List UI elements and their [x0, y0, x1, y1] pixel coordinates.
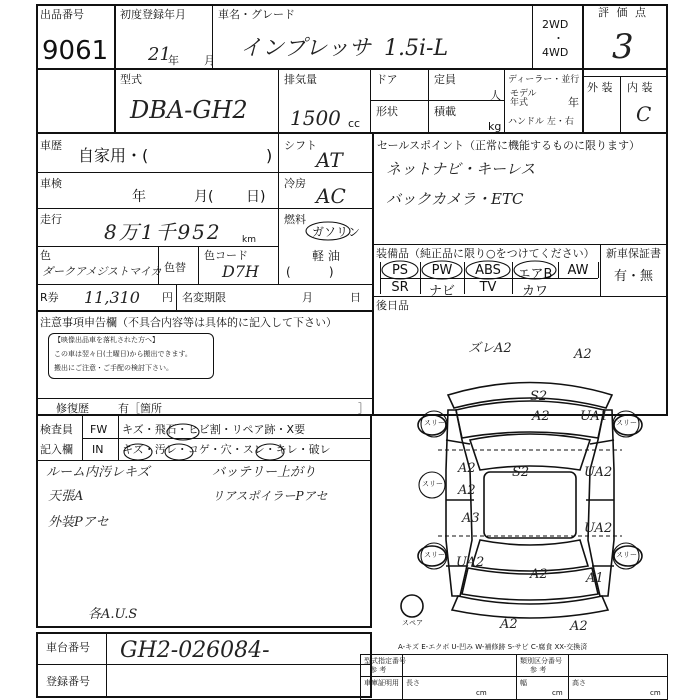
- handle-label: ハンドル 左・右: [508, 117, 574, 127]
- selling-point-2: バックカメラ・ETC: [386, 190, 524, 208]
- kg-unit: kg: [488, 120, 502, 133]
- inspection-year: 年: [132, 189, 146, 205]
- damage-mark-front-bumper: ズレA2: [468, 341, 512, 356]
- stamp-line1: 【映像出品車を落札された方へ】: [54, 336, 159, 344]
- drive-2wd: 2WD: [542, 18, 569, 31]
- damage-mark-trunk: A2: [530, 567, 548, 582]
- footer-cm3: cm: [650, 689, 661, 697]
- stamp-line3: 搬出にご注意・ご手配の検討下さい。: [54, 364, 173, 372]
- interior-value: C: [636, 102, 652, 126]
- damage-mark-hood-a: A2: [532, 409, 550, 424]
- scuff-mark-rear-right: スリー: [616, 551, 637, 559]
- inspection-month: 月(: [194, 189, 214, 205]
- color-change-label: 色替: [164, 261, 186, 274]
- footer-ref1: 参 考: [370, 666, 387, 674]
- equip-airbag: エアB: [517, 267, 553, 282]
- damage-mark-left-rear-door: A3: [462, 511, 480, 526]
- damage-mark-left-front-door: A2: [458, 461, 476, 476]
- dealer-label: ディーラー・並行: [508, 75, 580, 85]
- comment-6: 各A.U.S: [88, 607, 138, 622]
- model-year-unit: 年: [568, 96, 579, 109]
- displacement: 1500: [290, 106, 341, 130]
- footer-cm1: cm: [476, 689, 487, 697]
- footer-width: 幅: [520, 679, 527, 687]
- inspection-label: 車検: [40, 177, 62, 190]
- lot-number: 9061: [42, 36, 109, 66]
- name-change-label: 名変期限: [182, 291, 226, 304]
- warranty-value: 有・無: [614, 269, 654, 284]
- displacement-label: 排気量: [284, 73, 317, 86]
- rating-value: 3: [612, 27, 634, 67]
- fuel-diesel: 軽 油: [312, 249, 340, 263]
- spare-label: スペア: [402, 619, 423, 627]
- drive-dot: ・: [553, 32, 564, 45]
- fuel-gasoline: ガソリン: [312, 225, 361, 239]
- equip-abs: ABS: [475, 263, 501, 278]
- first-reg-label: 初度登録年月: [120, 8, 186, 21]
- damage-mark-right-fender: UA1: [580, 409, 609, 424]
- capacity-label: 定員: [434, 73, 456, 86]
- shift-value: AT: [316, 148, 343, 172]
- model-grade-label: 車名・グレード: [218, 8, 295, 21]
- equip-sr: SR: [391, 280, 409, 295]
- year-unit: 年: [168, 54, 179, 67]
- history-label: 車歴: [40, 139, 62, 152]
- model-name: インプレッサ: [240, 36, 371, 61]
- drive-4wd: 4WD: [542, 46, 569, 59]
- comment-5: リアスポイラーPアセ: [212, 489, 328, 503]
- fw-code: FW: [90, 423, 108, 436]
- month-unit: 月: [204, 54, 215, 67]
- damage-mark-right-quarter: A1: [586, 571, 604, 586]
- damage-legend: A-キズ E-エクボ U-凹み W-補修跡 S-サビ C-腐食 XX-交換済: [398, 643, 588, 651]
- interior-label: 内 装: [627, 81, 653, 94]
- first-reg-year: 21: [148, 44, 171, 65]
- color-code-label: 色コード: [204, 249, 248, 262]
- notes-title: 注意事項申告欄（不具合内容等は具体的に記入して下さい）: [40, 316, 337, 329]
- footer-cm2: cm: [552, 689, 563, 697]
- footer-height: 高さ: [572, 679, 586, 687]
- damage-mark-left-door-2: A2: [458, 483, 476, 498]
- damage-mark-left-quarter: UA2: [456, 555, 485, 570]
- color-code: D7H: [222, 262, 259, 281]
- grade: 1.5i-L: [384, 36, 449, 61]
- repair-label: 修復歴: [56, 402, 89, 415]
- scuff-mark-rear-left: スリー: [424, 551, 445, 559]
- reg-label: 登録番号: [46, 675, 90, 688]
- footer-category: 類別区分番号: [520, 657, 562, 665]
- damage-mark-front-right: A2: [574, 347, 592, 362]
- mileage-label: 走行: [40, 213, 62, 226]
- equip-tv: TV: [479, 280, 497, 295]
- footer-length: 長さ: [406, 679, 420, 687]
- color-value: ダークアメジストマイカ: [42, 265, 162, 278]
- equipment-title: 装備品（純正品に限り○をつけてください）: [376, 247, 595, 260]
- damage-mark-rear-right: A2: [570, 619, 588, 634]
- in-code: IN: [92, 443, 104, 456]
- fw-row: キズ・飛石・ヒビ割・リペア跡・X要: [122, 423, 306, 436]
- model-year-label: モデル 年式: [510, 89, 537, 109]
- in-row: キズ・汚レ・コゲ・穴・スレ・キレ・破レ: [122, 443, 331, 456]
- damage-mark-rear-bumper: A2: [500, 617, 518, 632]
- scuff-mark-front-left: スリー: [424, 419, 445, 427]
- equip-ps: PS: [391, 263, 409, 278]
- color-label: 色: [40, 249, 51, 262]
- equip-navi: ナビ: [428, 284, 455, 299]
- equip-leather: カワ: [521, 284, 548, 299]
- warranty-label: 新車保証書: [606, 247, 661, 260]
- door-label: ドア: [376, 73, 398, 86]
- comment-4: バッテリー上がり: [212, 465, 317, 480]
- shift-label: シフト: [284, 139, 317, 152]
- footer-reg-designation: 型式指定番号: [364, 657, 406, 665]
- damage-mark-right-front-door: UA2: [584, 465, 613, 480]
- model-type-label: 型式: [120, 73, 142, 86]
- scuff-mark-mid-left: スリー: [422, 480, 443, 488]
- comment-3: 外装Pアセ: [48, 515, 109, 530]
- exterior-label: 外 装: [587, 81, 613, 94]
- history-paren-close: ): [266, 146, 273, 165]
- shape-label: 形状: [376, 105, 398, 118]
- footer-vehicle-cert: 車庫証明用: [364, 679, 399, 687]
- equip-aw: AW: [567, 263, 589, 278]
- selling-point-1: ネットナビ・キーレス: [386, 160, 536, 178]
- mileage-value: 8万1千952: [104, 220, 222, 244]
- lot-number-label: 出品番号: [40, 8, 84, 21]
- load-label: 積載: [434, 105, 456, 118]
- person-unit: 人: [490, 89, 501, 102]
- comment-2: 天張A: [48, 489, 84, 504]
- inspector-label-2: 記入欄: [40, 443, 73, 456]
- model-type: DBA-GH2: [130, 96, 248, 124]
- damage-mark-hood-s: S2: [530, 389, 548, 404]
- repair-value: 有［箇所: [118, 402, 162, 415]
- cc-unit: cc: [348, 117, 361, 130]
- ac-label: 冷房: [284, 177, 306, 190]
- history-value: 自家用・(: [78, 146, 149, 165]
- name-change-day: 日: [350, 291, 361, 304]
- repair-close: ］: [358, 402, 369, 415]
- chassis-label: 車台番号: [46, 641, 90, 654]
- name-change-month: 月: [302, 291, 313, 304]
- selling-points-title: セールスポイント（正常に機能するものに限ります）: [377, 139, 641, 152]
- after-items-label: 後日品: [376, 299, 409, 312]
- damage-mark-right-rear-door: UA2: [584, 521, 613, 536]
- recycle-value: 11,310: [84, 288, 140, 307]
- damage-mark-roof: S2: [512, 465, 530, 480]
- comment-1: ルーム内汚レキズ: [46, 465, 150, 480]
- rating-label: 評 価 点: [598, 6, 648, 19]
- fuel-label: 燃料: [284, 213, 306, 226]
- inspector-label-1: 検査員: [40, 423, 73, 436]
- inspection-day: 日): [246, 189, 266, 205]
- chassis-value: GH2-026084-: [120, 638, 270, 663]
- km-unit: km: [242, 235, 256, 245]
- stamp-line2: この車は翌々日(土曜日)から搬出できます。: [54, 350, 192, 358]
- ac-value: AC: [316, 184, 346, 208]
- yen-unit: 円: [162, 291, 173, 304]
- scuff-mark-front-right: スリー: [616, 419, 637, 427]
- recycle-label: R券: [40, 291, 59, 304]
- equip-pw: PW: [431, 263, 453, 278]
- footer-ref2: 参 考: [530, 666, 547, 674]
- fuel-paren: ( ): [286, 265, 334, 279]
